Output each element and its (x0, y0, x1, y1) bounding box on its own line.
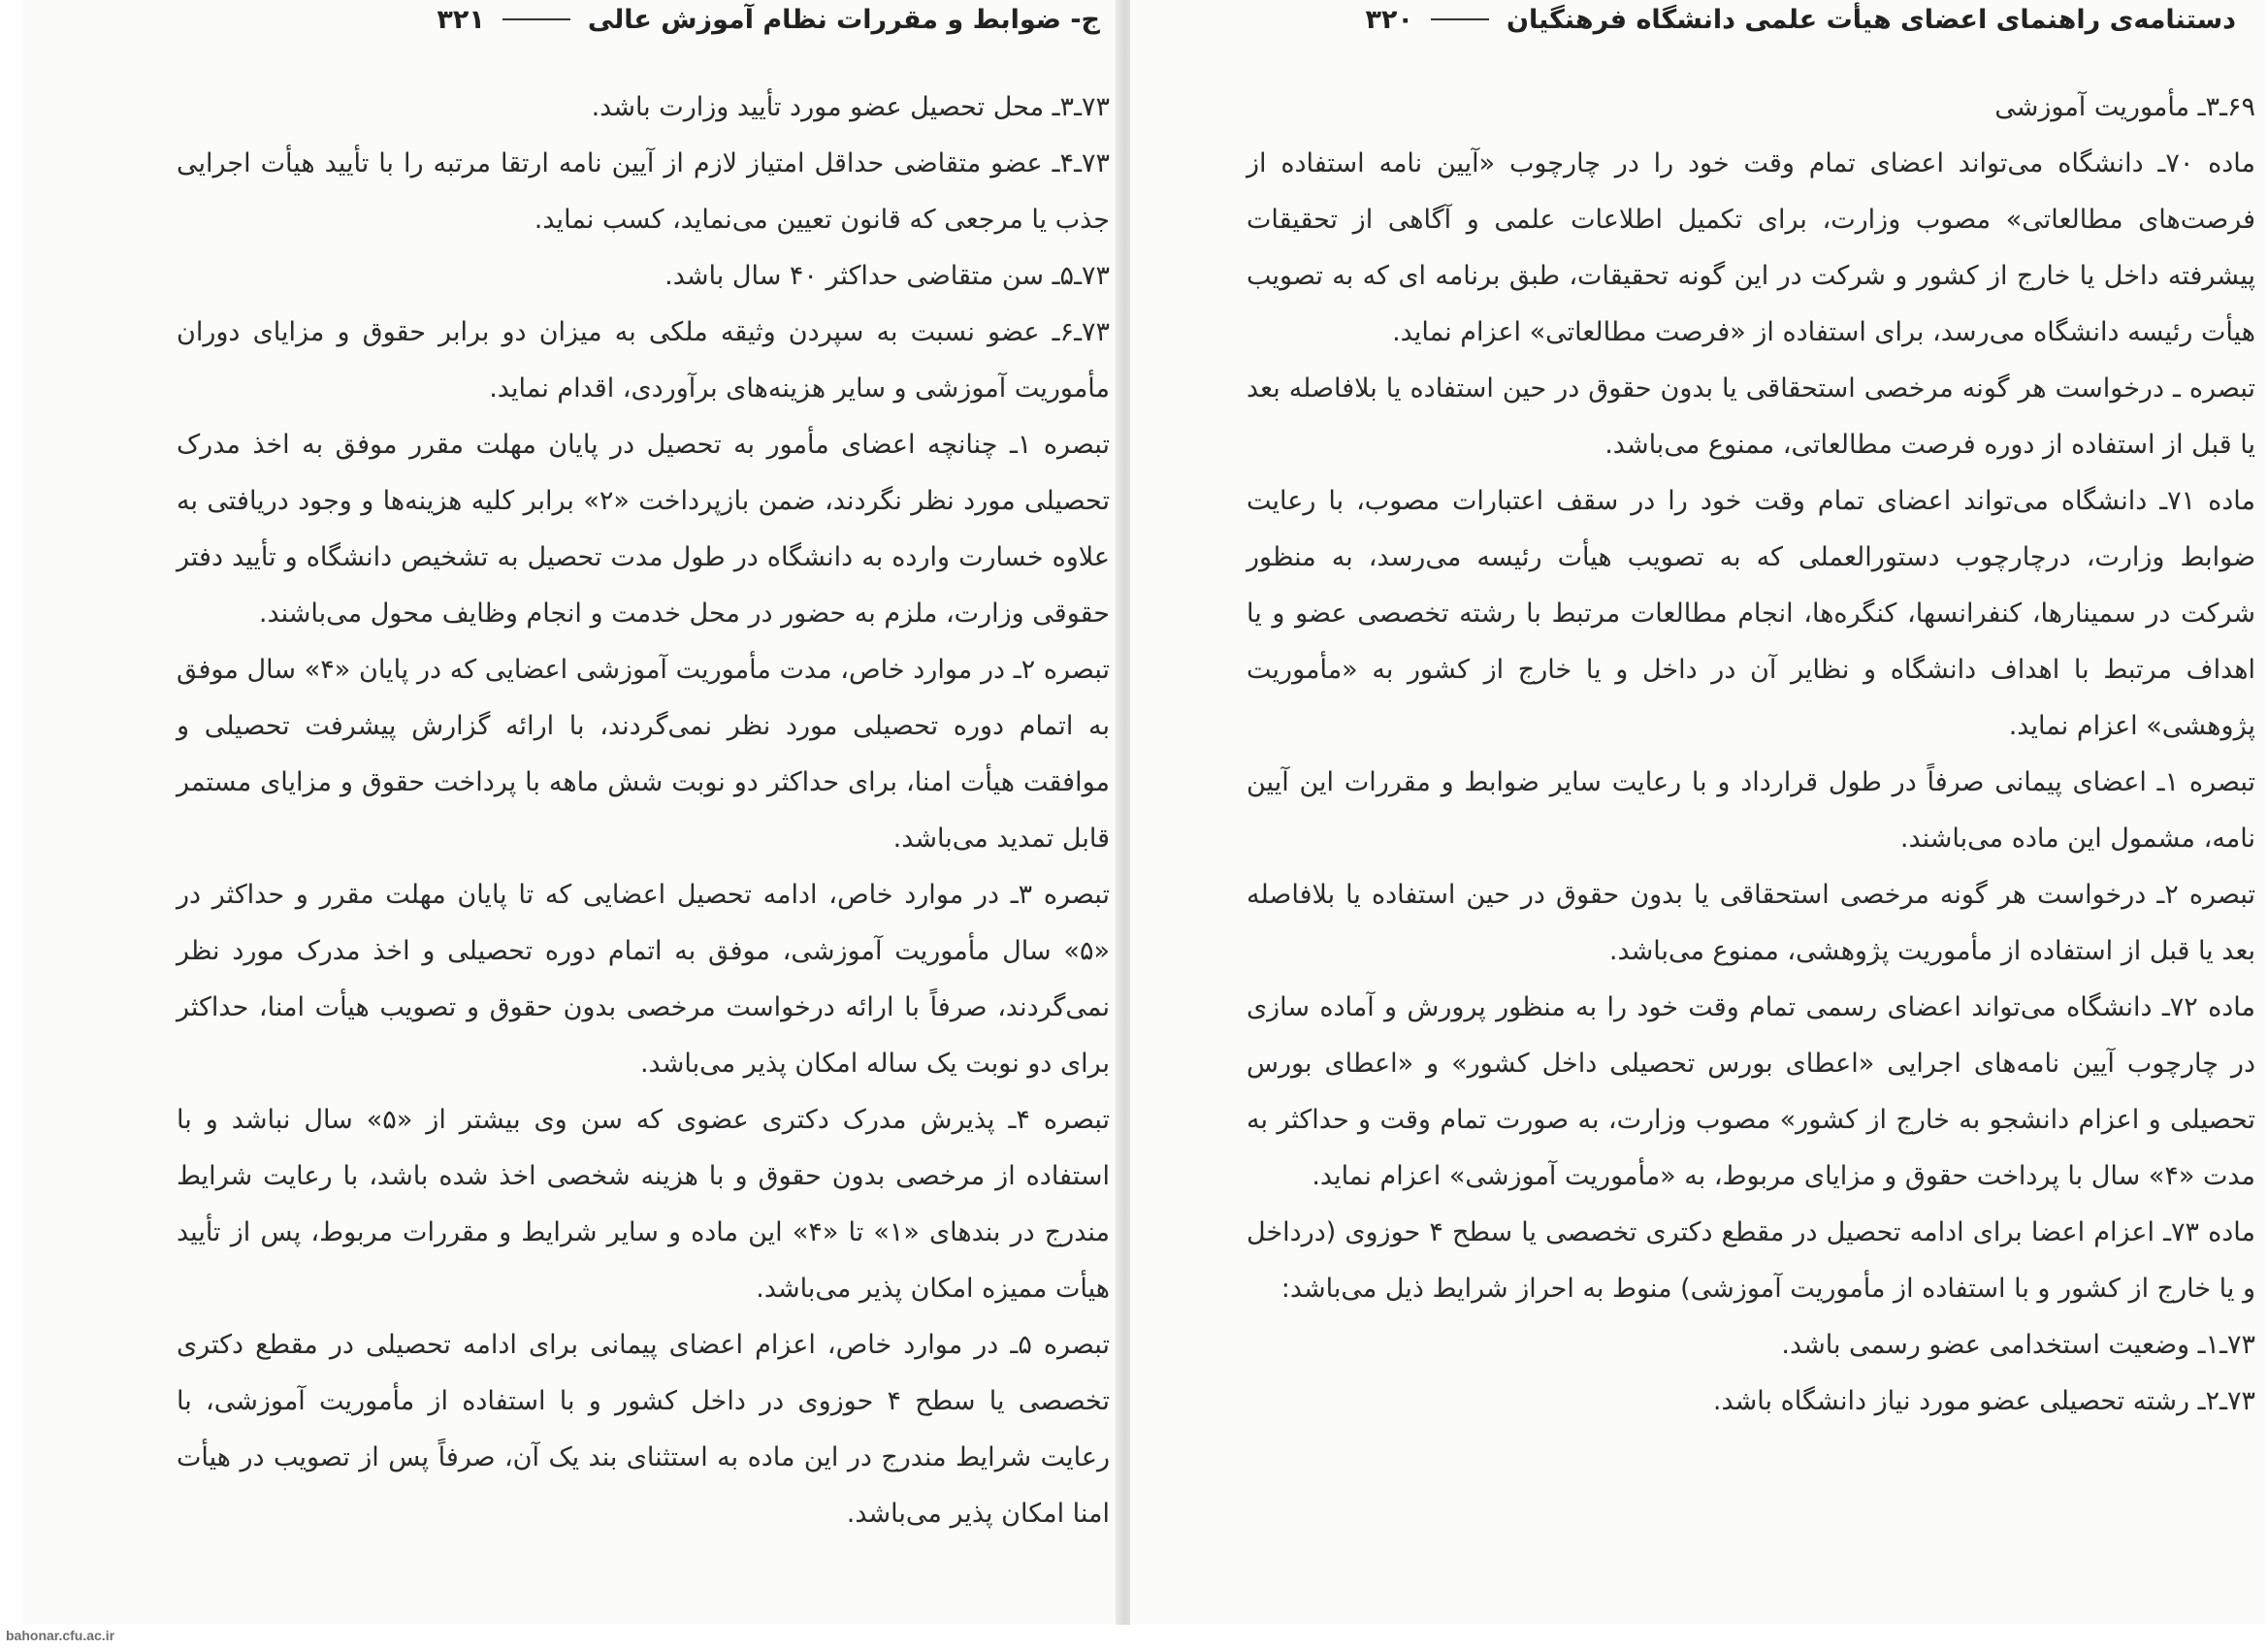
left-paragraph: ۷۳ـ۳ـ محل تحصیل عضو مورد تأیید وزارت باشد. (591, 92, 1110, 122)
left-paragraph: تبصره ۲ـ در موارد خاص، مدت مأموریت آموزشی اعضایی که در پایان «۴» سال موفق به اتمام دوره تحصیلی مورد نظر نمی‌گردند، با ارائه گزارش پیشرفت تحصیلی و موافقت هیأت امنا، برای حداکثر دو نوبت شش ماهه با پرداخت حقوق و مزایای مستمر قابل تمدید می‌باشد. (177, 655, 1110, 854)
right-paragraph: ماده ۷۰ـ دانشگاه می‌تواند اعضای تمام وقت خود را در چارچوب «آیین نامه استفاده از فرصت‌های مطالعاتی» مصوب وزارت، برای تکمیل اطلاعات علمی و آگاهی از تحقیقات پیشرفته داخل یا خارج از کشور و شرکت در این گونه تحقیقات، طبق برنامه ای که به تصویب هیأت رئیسه دانشگاه می‌رسد، برای استفاده از «فرصت مطالعاتی» اعزام نماید. (1247, 148, 2255, 347)
right-paragraph: تبصره ۲ـ درخواست هر گونه مرخصی استحقاقی یا بدون حقوق در حین استفاده یا بلافاصله بعد یا قبل از استفاده از مأموریت پژوهشی، ممنوع می‌باشد. (1247, 880, 2256, 966)
left-paragraph: ۷۳ـ۶ـ عضو نسبت به سپردن وثیقه ملکی به میزان دو برابر حقوق و مزایای دوران مأموریت آموزشی و سایر هزینه‌های برآوردی، اقدام نماید. (177, 317, 1110, 404)
left-paragraph: تبصره ۴ـ پذیرش مدرک دکتری عضوی که سن وی بیشتر از «۵» سال نباشد و با استفاده از مرخصی بدون حقوق و با هزینه شخصی اخذ شده باشد، با رعایت شرایط مندرج در بندهای «۱» تا «۴» این ماده و سایر شرایط و مقررات مربوط، پس از تأیید هیأت ممیزه امکان پذیر می‌باشد. (177, 1105, 1111, 1304)
right-paragraph: ۷۳ـ۱ـ وضعیت استخدامی عضو رسمی باشد. (1781, 1330, 2255, 1360)
left-paragraph: تبصره ۳ـ در موارد خاص، ادامه تحصیل اعضایی که تا پایان مهلت مقرر و حداکثر در «۵» سال مأموریت آموزشی، موفق به اتمام دوره تحصیلی و اخذ مدرک مورد نظر نمی‌گردند، صرفاً با ارائه درخواست مرخصی بدون حقوق و تصویب هیأت امنا، حداکثر برای دو نوبت یک ساله امکان پذیر می‌باشد. (177, 880, 1110, 1079)
right-paragraph: ماده ۷۲ـ دانشگاه می‌تواند اعضای رسمی تمام وقت خود را به منظور پرورش و آماده سازی در چارچوب آیین نامه‌های اجرایی «اعطای بورس تحصیلی داخل کشور» و «اعطای بورس تحصیلی و اعزام دانشجو به خارج از کشور» مصوب وزارت، به صورت تمام وقت و حداکثر به مدت «۴» سال با پرداخت حقوق و مزایای مربوط، به «مأموریت آموزشی» اعزام نماید. (1247, 992, 2255, 1191)
right-page-body (1247, 80, 2255, 1430)
right-header-title: دستنامه‌ی راهنمای اعضای هیأت علمی دانشگاه فرهنگیان (1506, 4, 2236, 35)
left-header-title: ج- ضوابط و مقررات نظام آموزش عالی (587, 4, 1100, 35)
left-page-body (177, 80, 1110, 1542)
header-rule (1431, 18, 1489, 20)
right-paragraph: تبصره ـ درخواست هر گونه مرخصی استحقاقی یا بدون حقوق در حین استفاده یا بلافاصله بعد یا قبل از استفاده از دوره فرصت مطالعاتی، ممنوع می‌باشد. (1247, 373, 2255, 460)
left-paragraph: ۷۳ـ۴ـ عضو متقاضی حداقل امتیاز لازم از آیین نامه ارتقا مرتبه را با تأیید هیأت اجرایی جذب یا مرجعی که قانون تعیین می‌نماید، کسب نماید. (177, 148, 1110, 235)
left-page-header (167, 0, 1100, 39)
site-watermark: bahonar.cfu.ac.ir (6, 1628, 115, 1643)
right-paragraph: ۶۹ـ۳ـ مأموریت آموزشی (1994, 92, 2255, 122)
right-page-header (1130, 0, 2236, 39)
right-page (1130, 0, 2265, 1625)
left-paragraph: ۷۳ـ۵ـ سن متقاضی حداکثر ۴۰ سال باشد. (664, 261, 1110, 291)
left-page-number: ۳۲۱ (437, 4, 485, 35)
left-paragraph: تبصره ۵ـ در موارد خاص، اعزام اعضای پیمانی برای ادامه تحصیلی در مقطع دکتری تخصصی یا سطح ۴ حوزوی در داخل کشور و با استفاده از مأموریت آموزشی، با رعایت شرایط مندرج در این ماده به استثنای بند یک آن، صرفاً پس از تصویب در هیأت امنا امکان پذیر می‌باشد. (177, 1330, 1111, 1529)
scan-bottom-margin (0, 1625, 2268, 1649)
right-paragraph: ۷۳ـ۲ـ رشته تحصیلی عضو مورد نیاز دانشگاه باشد. (1712, 1386, 2255, 1416)
right-paragraph: تبصره ۱ـ اعضای پیمانی صرفاً در طول قرارداد و با رعایت سایر ضوابط و مقررات این آیین نامه، مشمول این ماده می‌باشند. (1247, 767, 2255, 854)
header-rule (502, 18, 570, 20)
left-paragraph: تبصره ۱ـ چنانچه اعضای مأمور به تحصیل در پایان مهلت مقرر موفق به اخذ مدرک تحصیلی مورد نظر نگردند، ضمن بازپرداخت «۲» برابر کلیه هزینه‌ها و وجود دریافتی به علاوه خسارت وارده به دانشگاه در طول مدت تحصیل به تشخیص دانشگاه و تأیید دفتر حقوقی وزارت، ملزم به حضور در محل خدمت و انجام وظایف محول می‌باشند. (177, 430, 1111, 629)
left-page (21, 0, 1119, 1625)
right-paragraph: ماده ۷۱ـ دانشگاه می‌تواند اعضای تمام وقت خود را در سقف اعتبارات مصوب، با رعایت ضوابط وزارت، درچارچوب دستورالعملی که به تصویب هیأت رئیسه می‌رسد، به منظور شرکت در سمینارها، کنفرانسها، کنگره‌ها، انجام مطالعات مرتبط با رشته تخصصی عضو و یا اهداف مرتبط با اهداف دانشگاه و نظایر آن در داخل و یا خارج از کشور به «مأموریت پژوهشی» اعزام نماید. (1247, 486, 2256, 741)
right-paragraph: ماده ۷۳ـ اعزام اعضا برای ادامه تحصیل در مقطع دکتری تخصصی یا سطح ۴ حوزوی (درداخل و یا خارج از کشور و با استفاده از مأموریت آموزشی) منوط به احراز شرایط ذیل می‌باشد: (1247, 1217, 2255, 1304)
right-page-number: ۳۲۰ (1365, 4, 1413, 35)
